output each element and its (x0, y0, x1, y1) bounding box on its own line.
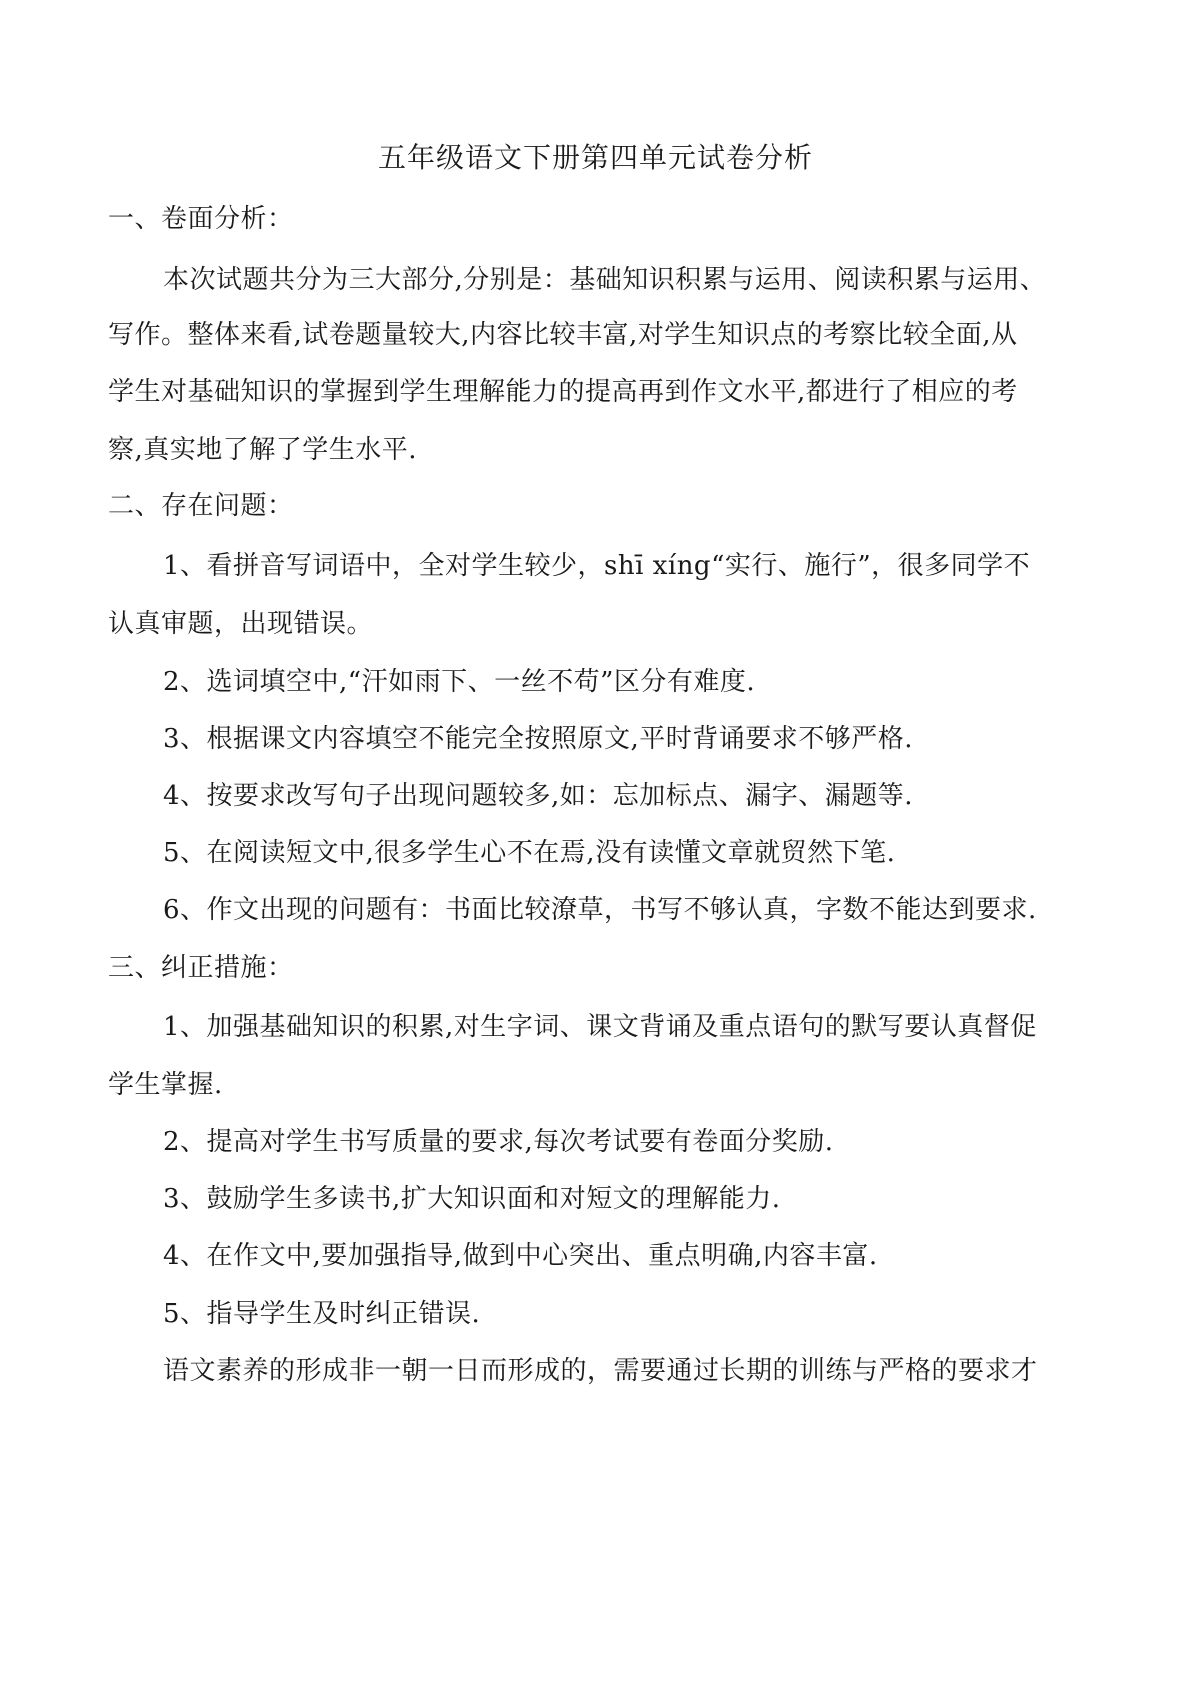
closing-paragraph-line: 语文素养的形成非一朝一日而形成的，需要通过长期的训练与严格的要求才 (163, 1356, 1038, 1386)
document-title: 五年级语文下册第四单元试卷分析 (377, 141, 813, 174)
list-item: 5、在阅读短文中,很多学生心不在焉,没有读懂文章就贸然下笔. (163, 838, 896, 868)
list-item: 5、指导学生及时纠正错误. (163, 1299, 481, 1329)
section-heading-measures: 三、纠正措施： (108, 953, 294, 983)
list-item: 1、加强基础知识的积累,对生字词、课文背诵及重点语句的默写要认真督促 (163, 1012, 1037, 1042)
list-item-continuation: 学生掌握. (108, 1070, 223, 1100)
section-heading-problems: 二、存在问题： (108, 491, 294, 521)
list-item: 1、看拼音写词语中，全对学生较少，shī xíng“实行、施行”，很多同学不 (163, 551, 1031, 581)
paragraph-line: 察,真实地了解了学生水平. (108, 435, 418, 465)
list-item: 3、根据课文内容填空不能完全按照原文,平时背诵要求不够严格. (163, 724, 914, 754)
paragraph-line: 学生对基础知识的掌握到学生理解能力的提高再到作文水平,都进行了相应的考 (108, 377, 1018, 407)
list-item: 4、在作文中,要加强指导,做到中心突出、重点明确,内容丰富. (163, 1241, 878, 1271)
paragraph-line: 本次试题共分为三大部分,分别是：基础知识积累与运用、阅读积累与运用、 (163, 265, 1047, 295)
list-item: 6、作文出现的问题有：书面比较潦草，书写不够认真，字数不能达到要求. (163, 895, 1037, 925)
list-item-continuation: 认真审题，出现错误。 (108, 609, 374, 639)
section-heading-analysis: 一、卷面分析： (108, 204, 294, 234)
list-item: 2、选词填空中,“汗如雨下、一丝不苟”区分有难度. (163, 667, 756, 697)
list-item: 4、按要求改写句子出现问题较多,如：忘加标点、漏字、漏题等. (163, 781, 914, 811)
list-item: 3、鼓励学生多读书,扩大知识面和对短文的理解能力. (163, 1184, 781, 1214)
list-item: 2、提高对学生书写质量的要求,每次考试要有卷面分奖励. (163, 1127, 834, 1157)
paragraph-line: 写作。整体来看,试卷题量较大,内容比较丰富,对学生知识点的考察比较全面,从 (108, 320, 1018, 350)
